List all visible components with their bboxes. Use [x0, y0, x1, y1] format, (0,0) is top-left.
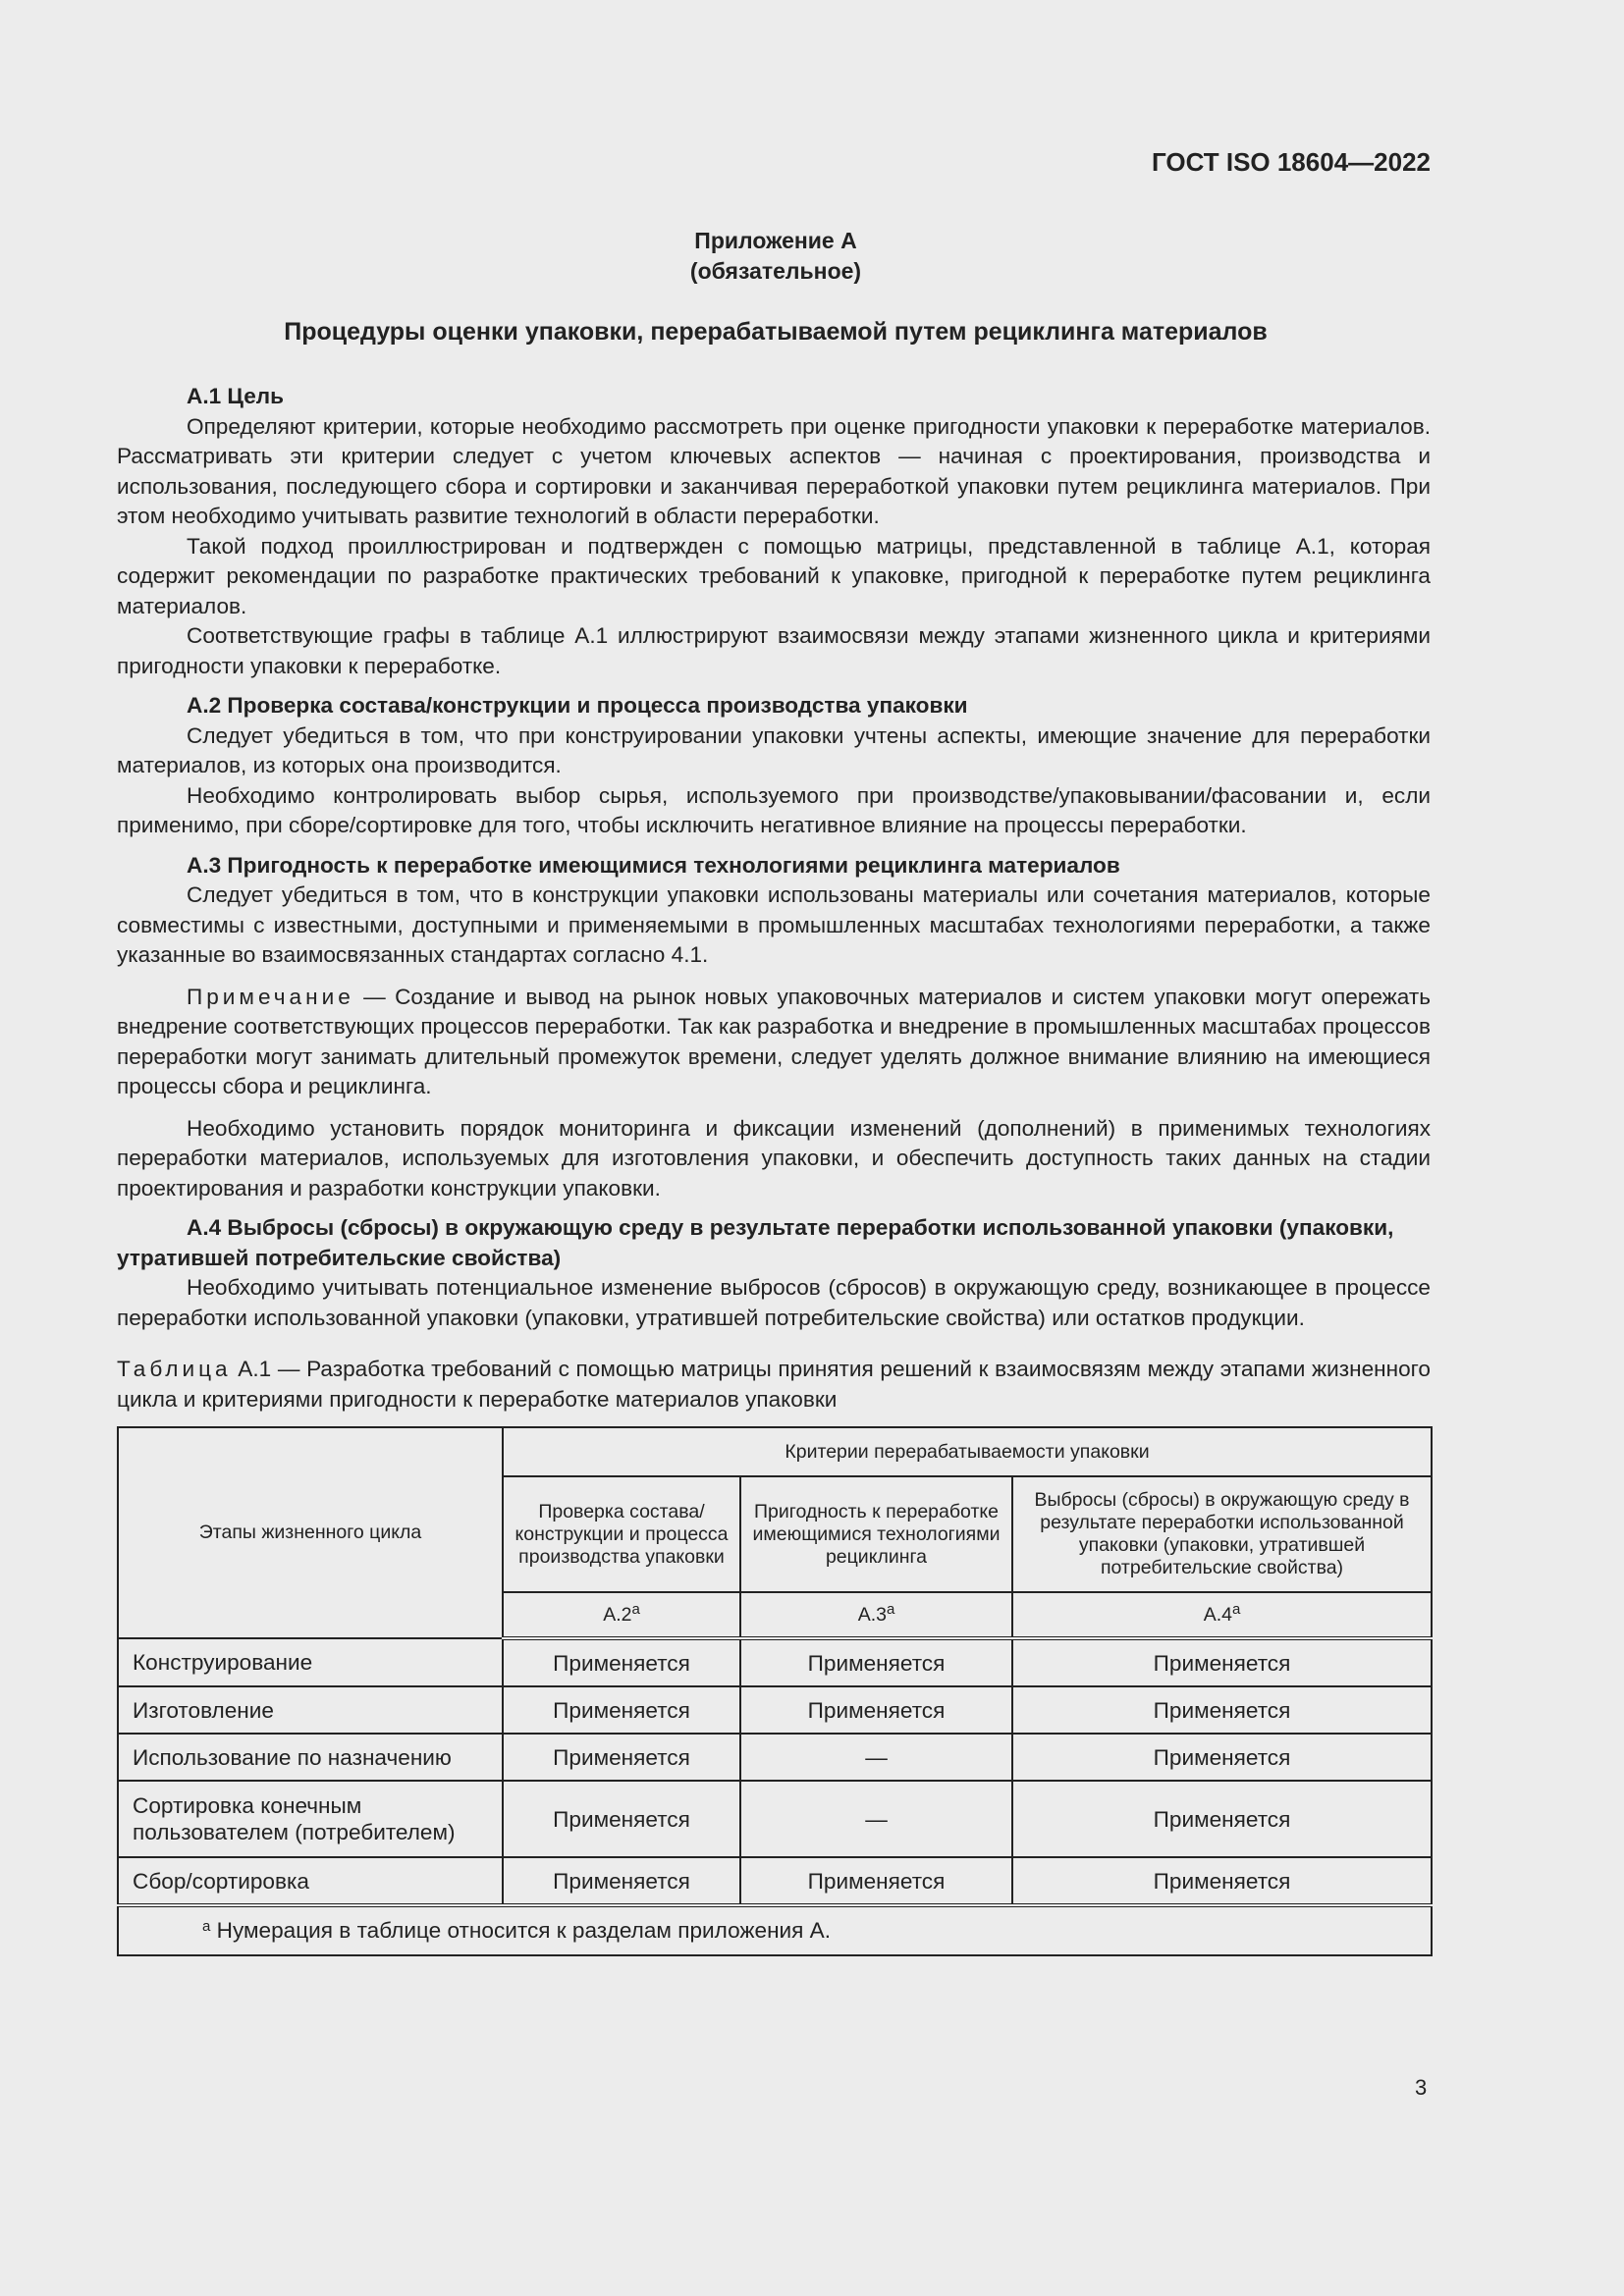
value-cell: Применяется — [1012, 1734, 1432, 1781]
header-criteria: Критерии перерабатываемости упаковки — [503, 1427, 1432, 1476]
table-row — [118, 1734, 1432, 1781]
table-footnote: $^а$ Нумерация в таблице относится к разделам приложения А. — [118, 1905, 1432, 1955]
paragraph: Необходимо контролировать выбор сырья, используемого при производстве/упаковывании/фасовании и, если применимо, при сборе/сортировке для того, чтобы исключить негативное влияние на процессы переработки. — [117, 782, 1431, 837]
paragraph: Необходимо установить порядок мониторинга и фиксации изменений (дополнений) в применимых технологиях переработки материалов, используемых для изготовления упаковки, и обеспечить доступность таких данных на стадии проектирования и разработки конструкции упаковки. — [117, 1115, 1431, 1201]
stage-cell: Использование по назначению — [118, 1734, 503, 1781]
section-heading-a1: А.1 Цель — [187, 384, 285, 408]
value-cell: Применяется — [503, 1857, 740, 1905]
value-cell: Применяется — [740, 1638, 1012, 1686]
table-footnote-row — [118, 1905, 1432, 1955]
stage-cell: Сортировка конечным пользователем (потребителем) — [118, 1781, 503, 1857]
paragraph: Соответствующие графы в таблице А.1 иллюстрируют взаимосвязи между этапами жизненного цикла и критериями пригодности упаковки к переработке. — [117, 623, 1431, 678]
value-cell: Применяется — [503, 1734, 740, 1781]
value-cell: Применяется — [740, 1857, 1012, 1905]
column-header: Проверка состава/ конструкции и процесса производства упаковки — [503, 1476, 740, 1593]
value-cell: Применяется — [1012, 1638, 1432, 1686]
section-heading-a2: А.2 Проверка состава/конструкции и процесса производства упаковки — [187, 693, 968, 718]
document-title: Процедуры оценки упаковки, перерабатываемой путем рециклинга материалов — [284, 318, 1268, 346]
table-row — [118, 1638, 1432, 1686]
appendix-title: Приложение А — [694, 228, 857, 253]
note-text: — Создание и вывод на рынок новых упаковочных материалов и систем упаковки могут опережать внедрение соответствующих процессов переработки. Так как разработка и внедрение в промышленных масштабах процессов переработки могут занимать длительный промежуток времени, следует уделять должное внимание влиянию на имеющиеся процессы сбора и рециклинга. — [117, 984, 1431, 1098]
note-label: Примечание — [187, 984, 354, 1009]
standard-id: ГОСТ ISO 18604—2022 — [1151, 147, 1431, 177]
paragraph: Следует убедиться в том, что в конструкции упаковки использованы материалы или сочетания материалов, которые совместимы с известными, доступными и применяемыми в промышленных масштабах технологиями переработки, а также указанные во взаимосвязанных стандартах согласно 4.1. — [117, 882, 1431, 967]
section-heading-a4: А.4 Выбросы (сбросы) в окружающую среду в результате переработки использованной упаковки (упаковки, утратившей потребительские свойства) — [117, 1215, 1394, 1270]
paragraph: Следует убедиться в том, что при конструировании упаковки учтены аспекты, имеющие значение для переработки материалов, из которых она производится. — [117, 722, 1431, 777]
value-cell: Применяется — [740, 1686, 1012, 1734]
table-row — [118, 1781, 1432, 1857]
table-caption-label: Таблица — [117, 1357, 232, 1381]
stage-cell: Сбор/сортировка — [118, 1857, 503, 1905]
stage-cell: Изготовление — [118, 1686, 503, 1734]
section-heading-a3: А.3 Пригодность к переработке имеющимися технологиями рециклинга материалов — [187, 852, 1120, 878]
page-number: 3 — [1415, 2075, 1428, 2100]
column-ref: $А.4^а$ — [1012, 1592, 1432, 1638]
column-ref: $А.2^а$ — [503, 1592, 740, 1638]
header-stages: Этапы жизненного цикла — [118, 1427, 503, 1638]
column-ref: $А.3^а$ — [740, 1592, 1012, 1638]
document-body — [117, 378, 1431, 1956]
appendix-heading — [0, 226, 1551, 287]
table-caption — [117, 1355, 1431, 1415]
value-cell: Применяется — [503, 1686, 740, 1734]
appendix-status: (обязательное) — [689, 258, 862, 284]
stage-cell: Конструирование — [118, 1638, 503, 1686]
table-caption-text: А.1 — Разработка требований с помощью матрицы принятия решений к взаимосвязям между этапами жизненного цикла и критериями пригодности к переработке материалов упаковки — [117, 1357, 1431, 1412]
value-cell: — — [740, 1781, 1012, 1857]
value-cell: Применяется — [1012, 1781, 1432, 1857]
criteria-matrix-table — [117, 1426, 1433, 1956]
paragraph: Необходимо учитывать потенциальное изменение выбросов (сбросов) в окружающую среду, возникающее в процессе переработки использованной упаковки (упаковки, утратившей потребительские свойства) или остатков продукции. — [117, 1275, 1431, 1330]
value-cell: Применяется — [1012, 1857, 1432, 1905]
column-header: Выбросы (сбросы) в окружающую среду в результате переработки использованной упаковки (упаковки, утратившей потребительские свойства) — [1012, 1476, 1432, 1593]
note — [117, 983, 1431, 1102]
value-cell: Применяется — [503, 1781, 740, 1857]
table-row — [118, 1686, 1432, 1734]
paragraph: Определяют критерии, которые необходимо рассмотреть при оценке пригодности упаковки к переработке материалов. Рассматривать эти критерии следует с учетом ключевых аспектов — начиная с проектирования, производства и использования, последующего сбора и сортировки и заканчивая переработкой упаковки путем рециклинга материалов. При этом необходимо учитывать развитие технологий в области переработки. — [117, 413, 1431, 528]
value-cell: — — [740, 1734, 1012, 1781]
value-cell: Применяется — [1012, 1686, 1432, 1734]
paragraph: Такой подход проиллюстрирован и подтвержден с помощью матрицы, представленной в таблице А.1, которая содержит рекомендации по разработке практических требований к упаковке, пригодной к переработке путем рециклинга материалов. — [117, 533, 1431, 618]
column-header: Пригодность к переработке имеющимися технологиями рециклинга — [740, 1476, 1012, 1593]
table-row — [118, 1857, 1432, 1905]
value-cell: Применяется — [503, 1638, 740, 1686]
